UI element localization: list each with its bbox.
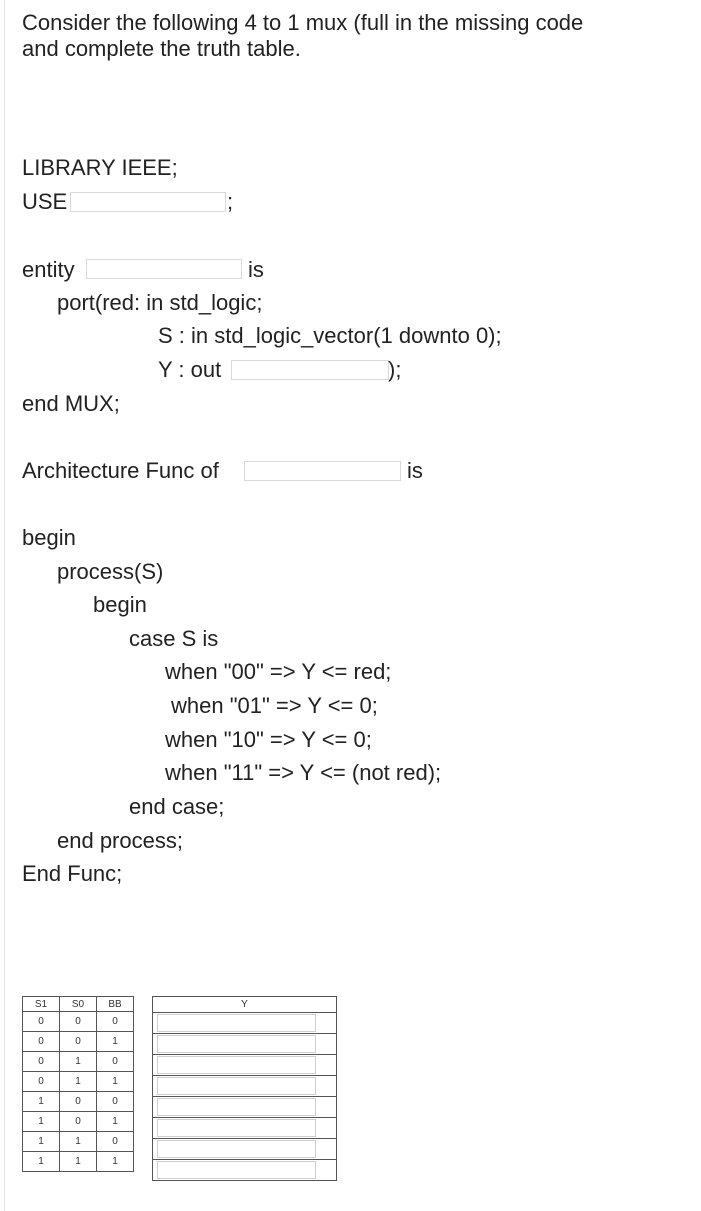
code-use: USE: [22, 189, 68, 214]
code-architecture: Architecture Func of: [22, 458, 219, 483]
cell-s1: 1: [23, 1112, 60, 1132]
table-row: [23, 1012, 134, 1032]
cell-s1: 1: [23, 1152, 60, 1172]
header-y: Y: [153, 997, 337, 1013]
cell-s0: 1: [60, 1152, 97, 1172]
header-s0: S0: [60, 997, 97, 1012]
code-begin: begin: [22, 525, 76, 550]
table-row: [153, 1118, 337, 1139]
y-answer-input[interactable]: [157, 1140, 316, 1158]
table-row: [23, 1072, 134, 1092]
cell-bb: 0: [97, 1092, 134, 1112]
cell-s1: 0: [23, 1052, 60, 1072]
cell-s1: 0: [23, 1072, 60, 1092]
y-answer-input[interactable]: [157, 1056, 316, 1074]
table-row: [23, 1132, 134, 1152]
cell-bb: 1: [97, 1112, 134, 1132]
cell-s0: 1: [60, 1072, 97, 1092]
y-cell: [153, 1097, 337, 1118]
code-y-port: Y : out: [158, 357, 222, 382]
question-line-2: and complete the truth table.: [22, 36, 301, 61]
cell-bb: 0: [97, 1052, 134, 1072]
cell-bb: 0: [97, 1012, 134, 1032]
code-case: case S is: [129, 626, 219, 651]
use-blank-input[interactable]: [70, 192, 226, 212]
code-when-11: when "11" => Y <= (not red);: [165, 760, 442, 785]
cell-s1: 1: [23, 1092, 60, 1112]
y-cell: [153, 1076, 337, 1097]
code-end-case: end case;: [129, 794, 225, 819]
header-bb: BB: [97, 997, 134, 1012]
y-cell: [153, 1055, 337, 1076]
code-end-process: end process;: [57, 828, 183, 853]
cell-bb: 0: [97, 1132, 134, 1152]
cell-s1: 0: [23, 1012, 60, 1032]
question-line-1: Consider the following 4 to 1 mux (full in the missing code: [22, 10, 584, 35]
arch-entity-input[interactable]: [244, 461, 401, 481]
cell-s0: 1: [60, 1052, 97, 1072]
truth-table-header-row: [23, 997, 134, 1012]
y-cell: [153, 1118, 337, 1139]
table-row: [153, 1076, 337, 1097]
y-type-input[interactable]: [231, 360, 389, 380]
y-cell: [153, 1160, 337, 1181]
cell-s0: 0: [60, 1092, 97, 1112]
code-s-port: S : in std_logic_vector(1 downto 0);: [158, 323, 502, 348]
code-end-mux: end MUX;: [22, 391, 120, 416]
table-row: [23, 1092, 134, 1112]
output-header-row: [153, 997, 337, 1013]
y-answer-input[interactable]: [157, 1161, 316, 1179]
code-port: port(red: in std_logic;: [57, 290, 263, 315]
code-use-end: ;: [227, 189, 234, 214]
y-answer-input[interactable]: [157, 1035, 316, 1053]
cell-s1: 0: [23, 1032, 60, 1052]
cell-s0: 1: [60, 1132, 97, 1152]
table-row: [153, 1055, 337, 1076]
code-end-func: End Func;: [22, 861, 123, 886]
table-row: [153, 1034, 337, 1055]
code-when-00: when "00" => Y <= red;: [165, 659, 392, 684]
code-when-10: when "10" => Y <= 0;: [165, 727, 372, 752]
code-process: process(S): [57, 559, 164, 584]
code-begin-inner: begin: [93, 592, 147, 617]
table-row: [153, 1097, 337, 1118]
y-answer-input[interactable]: [157, 1098, 316, 1116]
page-left-border: [4, 0, 5, 1211]
cell-s1: 1: [23, 1132, 60, 1152]
cell-s0: 0: [60, 1112, 97, 1132]
cell-s0: 0: [60, 1032, 97, 1052]
y-cell: [153, 1139, 337, 1160]
y-cell: [153, 1034, 337, 1055]
table-row: [23, 1032, 134, 1052]
entity-name-input[interactable]: [86, 259, 242, 279]
code-arch-is: is: [407, 458, 423, 483]
table-row: [153, 1139, 337, 1160]
y-cell: [153, 1013, 337, 1034]
table-row: [153, 1160, 337, 1181]
code-entity-is: is: [248, 257, 264, 282]
y-answer-input[interactable]: [157, 1014, 316, 1032]
table-row: [153, 1013, 337, 1034]
cell-s0: 0: [60, 1012, 97, 1032]
code-entity: entity: [22, 257, 75, 282]
y-answer-input[interactable]: [157, 1119, 316, 1137]
y-answer-input[interactable]: [157, 1077, 316, 1095]
code-library: LIBRARY IEEE;: [22, 155, 178, 180]
truth-table-inputs: [22, 996, 134, 1172]
cell-bb: 1: [97, 1072, 134, 1092]
code-when-01: when "01" => Y <= 0;: [171, 693, 378, 718]
table-row: [23, 1152, 134, 1172]
cell-bb: 1: [97, 1032, 134, 1052]
header-s1: S1: [23, 997, 60, 1012]
code-y-end: );: [388, 357, 402, 382]
table-row: [23, 1112, 134, 1132]
truth-table-output: [152, 996, 337, 1181]
cell-bb: 1: [97, 1152, 134, 1172]
table-row: [23, 1052, 134, 1072]
